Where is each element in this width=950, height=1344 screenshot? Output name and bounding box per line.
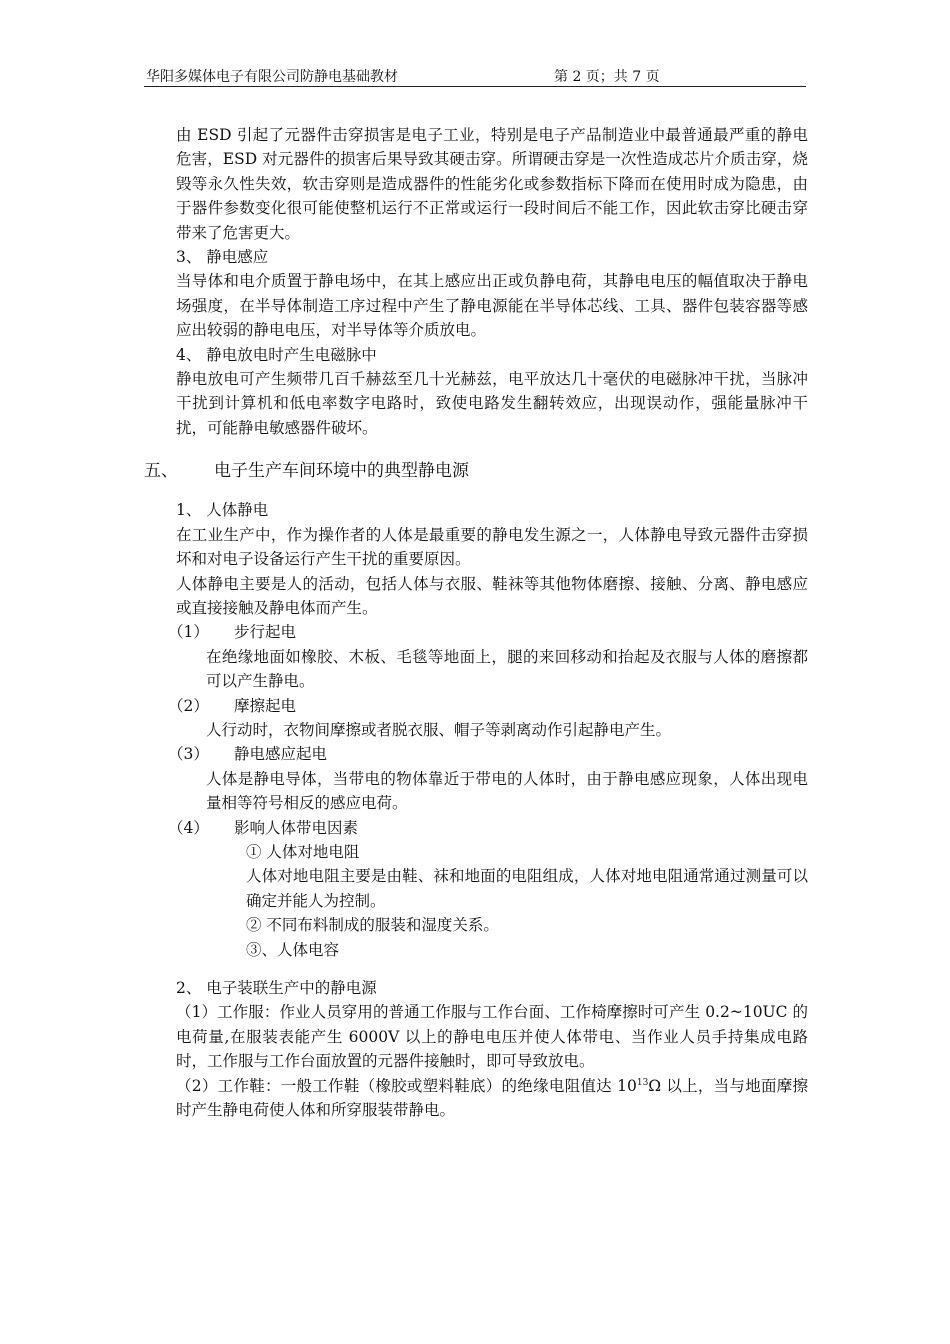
item-title: 静电感应起电 (234, 745, 328, 764)
subsection-1-paragraph-1: 在工业生产中，作为操作者的人体是最重要的静电发生源之一，人体静电导致元器件击穿损坏和对电子设备运行产生干扰的重要原因。 (176, 525, 808, 569)
paragraph-esd-damage: 由 ESD 引起了元器件击穿损害是电子工业，特别是电子产品制造业中最普通最严重的静电危害，ESD 对元器件的损害后果导致其硬击穿。所谓硬击穿是一次性造成芯片介质击穿，烧毁等永久性失效，软击穿则是造成器件的性能劣化或参数指标下降而在使用时成为隐患，由于器件参数变化很可能使整机运行不正常或运行一段时间后不能工作，因此软击穿比硬击穿带来了危害更大。 (176, 126, 808, 242)
subsection-2-paragraph-1: （1）工作服：作业人员穿用的普通工作服与工作台面、工作椅摩擦时可产生 0.2~10UC 的电荷量,在服装表能产生 6000V 以上的静电电压并使人体带电、当作业人员手持集成电路时，工作服与工作台面放置的元器件接触时，即可导致放电。 (176, 1003, 808, 1071)
item-walking-charge (168, 620, 800, 644)
subsection-1-paragraph-2: 人体静电主要是人的活动，包括人体与衣服、鞋袜等其他物体磨擦、接触、分离、静电感应或直接接触及静电体而产生。 (176, 574, 808, 617)
item-4-title: 4、 静电放电时产生电磁脉中 (176, 345, 377, 364)
item-friction-charge (168, 694, 800, 718)
item-charge-factors (168, 816, 800, 840)
paragraph-part-b: Ω 以上，当与地面摩擦时产生静电荷使人体和所穿服装带静电。 (176, 1076, 809, 1120)
page-header (144, 64, 806, 87)
factor-2: ② 不同布料制成的服装和湿度关系。 (246, 916, 499, 935)
subsection-1-title: 1、 人体静电 (176, 501, 269, 520)
item-induction-charge (168, 742, 800, 766)
item-label: （3） (168, 745, 209, 764)
item-friction-charge-text: 人行动时，衣物间摩擦或者脱衣服、帽子等剥离动作引起静电产生。 (206, 720, 672, 739)
factor-3: ③、人体电容 (246, 940, 340, 959)
document-body (144, 123, 809, 1122)
header-page-number: 第 2 页；共 7 页 (554, 69, 660, 85)
paragraph-part-a: （2）工作鞋：一般工作鞋（橡胶或塑料鞋底）的绝缘电阻值达 10 (176, 1076, 637, 1095)
item-3-title: 3、 静电感应 (176, 248, 269, 267)
item-title: 摩擦起电 (234, 696, 297, 715)
exponent: 13 (636, 1077, 649, 1088)
section-5-title: 电子生产车间环境中的典型静电源 (214, 461, 469, 482)
item-title: 影响人体带电因素 (234, 818, 359, 837)
section-5-number: 五、 (144, 461, 178, 482)
item-label: （2） (168, 696, 209, 715)
subsection-2-paragraph-2 (176, 1074, 808, 1123)
item-label: （1） (168, 623, 209, 642)
item-4-text: 静电放电可产生频带几百千赫兹至几十光赫兹，电平放达几十毫伏的电磁脉冲干扰，当脉冲干扰到计算机和低电率数字电路时，致使电路发生翻转效应，出现误动作，强能量脉冲干扰，可能静电敏感器件破坏。 (176, 370, 808, 437)
item-label: （4） (168, 818, 209, 837)
factor-1-title: ① 人体对地电阻 (246, 842, 360, 861)
subsection-2-title: 2、 电子装联生产中的静电源 (176, 979, 377, 997)
factor-1-text: 人体对地电阻主要是由鞋、袜和地面的电阻组成，人体对地电阻通常通过测量可以确定并能人为控制。 (246, 867, 808, 910)
item-title: 步行起电 (234, 623, 297, 642)
header-document-title: 华阳多媒体电子有限公司防静电基础教材 (146, 69, 398, 85)
section-5-heading (144, 458, 776, 484)
item-walking-charge-text: 在绝缘地面如橡胶、木板、毛毯等地面上，腿的来回移动和抬起及衣服与人体的磨擦都可以产生静电。 (206, 647, 808, 691)
item-induction-charge-text: 人体是静电导体，当带电的物体靠近于带电的人体时，由于静电感应现象，人体出现电量相等符号相反的感应电荷。 (206, 769, 808, 813)
item-3-text: 当导体和电介质置于静电场中，在其上感应出正或负静电荷，其静电电压的幅值取决于静电场强度，在半导体制造工序过程中产生了静电源能在半导体芯线、工具、器件包装容器等感应出较弱的静电电压，对半导体等介质放电。 (176, 272, 808, 340)
